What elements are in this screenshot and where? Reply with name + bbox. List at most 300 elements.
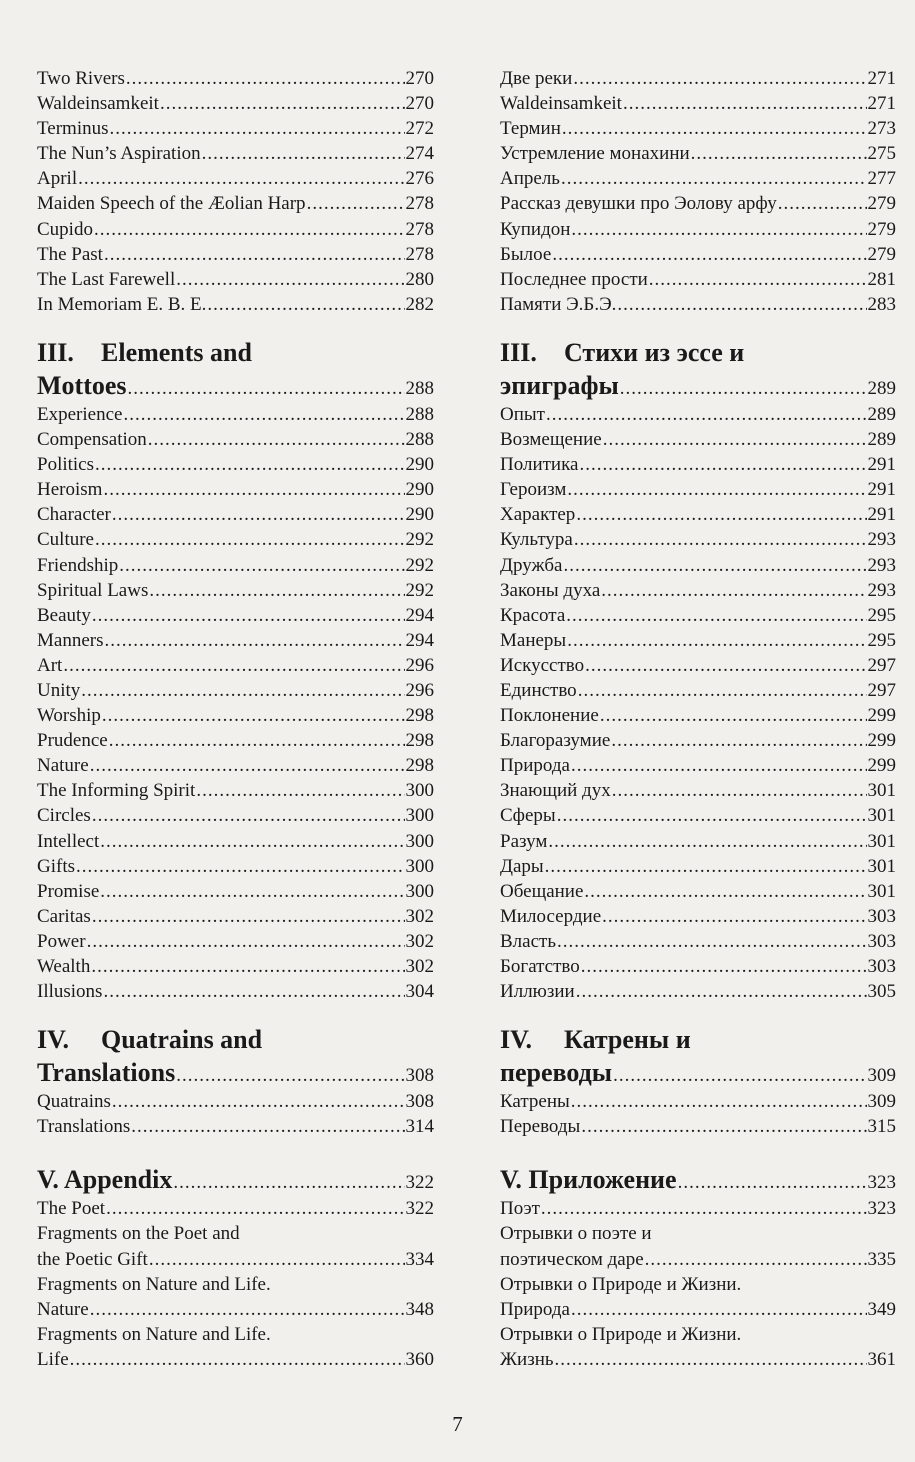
toc-entry-title: Природа bbox=[500, 755, 570, 777]
toc-entry-page: 279 bbox=[867, 243, 896, 265]
dot-leader bbox=[148, 427, 405, 452]
dot-leader bbox=[112, 1089, 405, 1114]
dot-leader bbox=[63, 653, 404, 678]
toc-entry-title: Разум bbox=[500, 830, 548, 852]
toc-entry-title: Maiden Speech of the Æolian Harp bbox=[37, 193, 306, 215]
toc-entry-page: 278 bbox=[405, 218, 434, 240]
toc-entry bbox=[500, 854, 896, 879]
toc-entry bbox=[500, 778, 896, 803]
toc-entry-line: Fragments on the Poet and bbox=[37, 1223, 240, 1245]
toc-entry bbox=[37, 829, 434, 854]
section-page: 308 bbox=[405, 1065, 434, 1087]
section-heading bbox=[37, 336, 434, 402]
toc-entry bbox=[37, 452, 434, 477]
toc-entry-title: Культура bbox=[500, 529, 573, 551]
toc-entry bbox=[37, 427, 434, 452]
dot-leader bbox=[104, 242, 405, 267]
toc-entry bbox=[37, 116, 434, 141]
dot-leader bbox=[92, 904, 405, 929]
toc-entry-title: Памяти Э.Б.Э. bbox=[500, 293, 617, 315]
toc-entry-title: Рассказ девушки про Эолову арфу bbox=[500, 193, 777, 215]
toc-entry bbox=[37, 402, 434, 427]
section-title-line1: Катрены и bbox=[564, 1025, 691, 1055]
dot-leader bbox=[160, 91, 405, 116]
dot-leader bbox=[87, 929, 405, 954]
toc-entry-title: Красота bbox=[500, 604, 566, 626]
toc-entry bbox=[37, 141, 434, 166]
toc-entry-page: 273 bbox=[867, 118, 896, 140]
toc-entry-title: Иллюзии bbox=[500, 981, 575, 1003]
section-title: V. Appendix bbox=[37, 1165, 173, 1195]
dot-leader bbox=[567, 477, 866, 502]
toc-entry-page: 289 bbox=[867, 403, 896, 425]
toc-entry-title: Сферы bbox=[500, 805, 556, 827]
toc-entry-title: Термин bbox=[500, 118, 561, 140]
toc-entry-title: Манеры bbox=[500, 629, 567, 651]
dot-leader bbox=[90, 1297, 405, 1322]
toc-entry-page: 293 bbox=[867, 529, 896, 551]
dot-leader bbox=[548, 829, 866, 854]
section-heading bbox=[500, 1023, 896, 1089]
toc-entry bbox=[37, 502, 434, 527]
dot-leader bbox=[601, 578, 866, 603]
toc-entry-page: 291 bbox=[867, 454, 896, 476]
toc-entry bbox=[500, 728, 896, 753]
toc-entry-title: Unity bbox=[37, 679, 81, 701]
dot-leader bbox=[562, 116, 867, 141]
toc-entry-title: Nature bbox=[37, 755, 89, 777]
toc-entry-title: Апрель bbox=[500, 168, 560, 190]
dot-leader bbox=[600, 703, 867, 728]
toc-group bbox=[37, 1297, 434, 1322]
toc-entry bbox=[500, 703, 896, 728]
toc-entry-title: The Informing Spirit bbox=[37, 780, 196, 802]
toc-entry-page: 292 bbox=[405, 529, 434, 551]
toc-entry-page: 290 bbox=[405, 479, 434, 501]
toc-entry bbox=[37, 854, 434, 879]
toc-entry-page: 323 bbox=[867, 1198, 896, 1220]
toc-entry-page: 322 bbox=[405, 1198, 434, 1220]
toc-entry bbox=[37, 979, 434, 1004]
dot-leader bbox=[603, 427, 867, 452]
toc-entry bbox=[37, 753, 434, 778]
dot-leader bbox=[584, 879, 866, 904]
dot-leader bbox=[579, 452, 866, 477]
section-numeral: IV. bbox=[500, 1025, 533, 1055]
toc-entry bbox=[37, 728, 434, 753]
dot-leader bbox=[81, 678, 404, 703]
toc-group bbox=[37, 1196, 434, 1221]
toc-entry-title: Two Rivers bbox=[37, 68, 125, 89]
toc-entry bbox=[37, 292, 434, 317]
dot-leader bbox=[102, 703, 405, 728]
toc-entry-page: 360 bbox=[405, 1348, 434, 1370]
toc-entry-title: Героизм bbox=[500, 479, 567, 501]
toc-entry bbox=[500, 929, 896, 954]
section-page: 288 bbox=[405, 377, 434, 399]
dot-leader bbox=[567, 628, 866, 653]
toc-entry-page: 308 bbox=[405, 1091, 434, 1113]
dot-leader bbox=[573, 66, 866, 91]
toc-entry-page: 299 bbox=[867, 705, 896, 727]
toc-entry-page: 276 bbox=[405, 168, 434, 190]
dot-leader bbox=[563, 553, 866, 578]
toc-entry bbox=[500, 678, 896, 703]
toc-entry bbox=[500, 829, 896, 854]
section-page: 309 bbox=[867, 1065, 896, 1087]
toc-entry-page: 291 bbox=[867, 504, 896, 526]
toc-entry bbox=[37, 803, 434, 828]
dot-leader bbox=[109, 728, 405, 753]
toc-entry-title: Manners bbox=[37, 629, 104, 651]
toc-entry-page: 300 bbox=[405, 780, 434, 802]
dot-leader bbox=[552, 242, 866, 267]
toc-entry-page: 275 bbox=[867, 143, 896, 165]
dot-leader bbox=[202, 141, 405, 166]
toc-entry-title: Beauty bbox=[37, 604, 91, 626]
dot-leader bbox=[76, 854, 405, 879]
dot-leader bbox=[546, 402, 867, 427]
toc-entry-title: Возмещение bbox=[500, 429, 602, 451]
toc-entry bbox=[500, 879, 896, 904]
dot-leader bbox=[541, 1196, 867, 1221]
toc-entry bbox=[500, 402, 896, 427]
dot-leader bbox=[571, 753, 867, 778]
toc-entry-page: 279 bbox=[867, 218, 896, 240]
dot-leader bbox=[207, 292, 404, 317]
toc-entry bbox=[37, 578, 434, 603]
toc-entry-page: 293 bbox=[867, 554, 896, 576]
toc-entry bbox=[37, 929, 434, 954]
dot-leader bbox=[149, 1247, 405, 1272]
toc-entry-page: 272 bbox=[405, 118, 434, 140]
section-page: 323 bbox=[867, 1172, 896, 1194]
section-title-line2: переводы bbox=[500, 1058, 613, 1088]
toc-entry-page: 334 bbox=[405, 1248, 434, 1270]
dot-leader bbox=[576, 502, 866, 527]
dot-leader bbox=[119, 553, 404, 578]
dot-leader bbox=[92, 803, 405, 828]
dot-leader bbox=[176, 267, 404, 292]
toc-entry-page: 288 bbox=[405, 429, 434, 451]
toc-entry-page: 348 bbox=[405, 1298, 434, 1320]
toc-entry-page: 309 bbox=[867, 1091, 896, 1113]
toc-entry-title: Знающий дух bbox=[500, 780, 611, 802]
toc-entry bbox=[37, 527, 434, 552]
toc-entry-page: 299 bbox=[867, 755, 896, 777]
dot-leader bbox=[611, 728, 866, 753]
toc-entry-page: 349 bbox=[867, 1298, 896, 1320]
toc-entry bbox=[37, 703, 434, 728]
toc-entry-page: 305 bbox=[867, 981, 896, 1003]
toc-entry-title: Милосердие bbox=[500, 905, 602, 927]
toc-entry-page: 283 bbox=[867, 293, 896, 315]
dot-leader bbox=[571, 1297, 867, 1322]
toc-entry bbox=[500, 91, 896, 116]
toc-entry bbox=[500, 1247, 896, 1272]
toc-entry-page: 314 bbox=[405, 1116, 434, 1138]
toc-entry-title: Катрены bbox=[500, 1091, 570, 1113]
dot-leader bbox=[307, 191, 405, 216]
toc-entry bbox=[500, 116, 896, 141]
dot-leader bbox=[571, 1089, 867, 1114]
toc-entry-page: 292 bbox=[405, 554, 434, 576]
toc-entry-title: Illusions bbox=[37, 981, 103, 1003]
dot-leader bbox=[649, 267, 867, 292]
toc-entry-page: 302 bbox=[405, 930, 434, 952]
toc-group bbox=[37, 1089, 434, 1139]
toc-entry-page: 302 bbox=[405, 956, 434, 977]
toc-entry-title: Spiritual Laws bbox=[37, 579, 149, 601]
dot-leader bbox=[585, 653, 866, 678]
toc-entry-page: 277 bbox=[867, 168, 896, 190]
toc-entry-title: Благоразумие bbox=[500, 730, 611, 752]
toc-entry bbox=[500, 477, 896, 502]
dot-leader bbox=[149, 578, 404, 603]
toc-entry bbox=[37, 1297, 434, 1322]
dot-leader bbox=[100, 879, 404, 904]
toc-entry bbox=[37, 778, 434, 803]
dot-leader bbox=[126, 66, 405, 91]
toc-entry bbox=[37, 954, 434, 979]
dot-leader bbox=[110, 116, 405, 141]
toc-entry-page: 297 bbox=[867, 679, 896, 701]
toc-entry-title: Culture bbox=[37, 529, 94, 551]
toc-entry bbox=[37, 904, 434, 929]
dot-leader bbox=[645, 1247, 867, 1272]
toc-group bbox=[500, 1297, 896, 1322]
toc-entry bbox=[500, 527, 896, 552]
dot-leader bbox=[104, 628, 404, 653]
toc-entry bbox=[37, 1089, 434, 1114]
section-page: 289 bbox=[867, 377, 896, 399]
toc-entry bbox=[500, 66, 896, 91]
dot-leader bbox=[557, 803, 867, 828]
toc-entry bbox=[37, 1196, 434, 1221]
toc-group bbox=[37, 1247, 434, 1272]
toc-entry-title: Искусство bbox=[500, 654, 585, 676]
toc-entry-page: 303 bbox=[867, 905, 896, 927]
toc-entry-title: поэтическом даре bbox=[500, 1248, 644, 1270]
toc-entry bbox=[37, 653, 434, 678]
dot-leader bbox=[691, 141, 867, 166]
toc-entry-page: 300 bbox=[405, 805, 434, 827]
dot-leader bbox=[100, 829, 404, 854]
toc-entry bbox=[37, 217, 434, 242]
dot-leader bbox=[78, 166, 404, 191]
section-numeral: III. bbox=[500, 337, 537, 367]
toc-entry bbox=[500, 141, 896, 166]
toc-entry-title: Intellect bbox=[37, 830, 100, 852]
dot-leader bbox=[70, 1347, 405, 1372]
toc-entry bbox=[37, 191, 434, 216]
toc-entry bbox=[37, 1114, 434, 1139]
toc-group bbox=[500, 66, 896, 317]
toc-entry-title: Terminus bbox=[37, 118, 109, 140]
toc-entry-title: Life bbox=[37, 1348, 69, 1370]
section-title-line1: Quatrains and bbox=[101, 1025, 263, 1055]
toc-entry bbox=[500, 1347, 896, 1372]
toc-entry-page: 294 bbox=[405, 629, 434, 651]
toc-entry bbox=[500, 217, 896, 242]
toc-entry-title: Compensation bbox=[37, 429, 147, 451]
toc-entry-page: 302 bbox=[405, 905, 434, 927]
toc-entry-title: Experience bbox=[37, 403, 123, 425]
toc-entry-title: Переводы bbox=[500, 1116, 581, 1138]
toc-group bbox=[37, 66, 434, 317]
toc-entry-title: In Memoriam E. B. E. bbox=[37, 293, 207, 315]
toc-entry-page: 299 bbox=[867, 730, 896, 752]
dot-leader bbox=[106, 1196, 404, 1221]
toc-entry bbox=[37, 1347, 434, 1372]
toc-entry-line: Fragments on Nature and Life. bbox=[37, 1323, 271, 1345]
toc-entry-title: Власть bbox=[500, 930, 556, 952]
toc-group bbox=[500, 1089, 896, 1139]
dot-leader bbox=[623, 91, 867, 116]
toc-entry-title: Waldeinsamkeit bbox=[500, 93, 622, 115]
toc-entry bbox=[37, 879, 434, 904]
toc-entry bbox=[500, 502, 896, 527]
toc-entry-title: The Past bbox=[37, 243, 103, 265]
toc-entry-title: Природа bbox=[500, 1298, 570, 1320]
toc-entry-title: the Poetic Gift bbox=[37, 1248, 148, 1270]
toc-entry bbox=[37, 242, 434, 267]
toc-entry bbox=[500, 578, 896, 603]
toc-group bbox=[37, 402, 434, 1004]
toc-entry-title: Характер bbox=[500, 504, 576, 526]
toc-entry-page: 292 bbox=[405, 579, 434, 601]
toc-entry-title: Worship bbox=[37, 705, 101, 727]
toc-entry-page: 295 bbox=[867, 629, 896, 651]
toc-entry-title: Политика bbox=[500, 454, 579, 476]
toc-group bbox=[500, 1347, 896, 1372]
toc-entry bbox=[37, 603, 434, 628]
toc-entry-page: 300 bbox=[405, 830, 434, 852]
toc-entry bbox=[500, 191, 896, 216]
dot-leader bbox=[578, 678, 867, 703]
toc-entry-page: 303 bbox=[867, 956, 896, 977]
toc-entry bbox=[500, 242, 896, 267]
toc-entry bbox=[500, 753, 896, 778]
toc-entry-page: 296 bbox=[405, 654, 434, 676]
toc-entry-line: Отрывки о поэте и bbox=[500, 1223, 652, 1245]
toc-entry-page: 281 bbox=[867, 268, 896, 290]
toc-entry-page: 290 bbox=[405, 504, 434, 526]
dot-leader bbox=[571, 217, 866, 242]
toc-entry-title: Дары bbox=[500, 855, 544, 877]
section-numeral: III. bbox=[37, 337, 74, 367]
toc-entry-title: Две реки bbox=[500, 68, 573, 89]
toc-entry-page: 278 bbox=[405, 193, 434, 215]
section-page: 322 bbox=[405, 1172, 434, 1194]
toc-entry bbox=[500, 1297, 896, 1322]
dot-leader bbox=[566, 603, 866, 628]
toc-entry-title: Circles bbox=[37, 805, 91, 827]
dot-leader bbox=[545, 854, 867, 879]
toc-entry-page: 278 bbox=[405, 243, 434, 265]
section-title-line2: Mottoes bbox=[37, 370, 127, 400]
toc-entry bbox=[500, 553, 896, 578]
section-title: V. Приложение bbox=[500, 1165, 677, 1195]
toc-entry-title: Gifts bbox=[37, 855, 75, 877]
dot-leader bbox=[91, 954, 404, 979]
toc-entry-page: 298 bbox=[405, 705, 434, 727]
toc-entry-line: Fragments on Nature and Life. bbox=[37, 1273, 271, 1295]
dot-leader bbox=[581, 954, 867, 979]
toc-entry bbox=[37, 267, 434, 292]
toc-entry bbox=[500, 904, 896, 929]
toc-entry-page: 290 bbox=[405, 454, 434, 476]
dot-leader bbox=[778, 191, 867, 216]
toc-entry-title: Politics bbox=[37, 454, 95, 476]
toc-entry bbox=[500, 1196, 896, 1221]
toc-entry-page: 293 bbox=[867, 579, 896, 601]
toc-entry-title: Prudence bbox=[37, 730, 108, 752]
section-title-line1: Стихи из эссе и bbox=[564, 337, 745, 367]
dot-leader bbox=[561, 166, 867, 191]
toc-entry-line: Отрывки о Природе и Жизни. bbox=[500, 1273, 742, 1295]
dot-leader bbox=[103, 477, 404, 502]
toc-entry bbox=[500, 452, 896, 477]
toc-entry-title: Power bbox=[37, 930, 86, 952]
toc-entry-title: Богатство bbox=[500, 956, 580, 977]
toc-entry-page: 288 bbox=[405, 403, 434, 425]
toc-entry bbox=[37, 1247, 434, 1272]
toc-entry-title: Translations bbox=[37, 1116, 131, 1138]
toc-entry-page: 301 bbox=[867, 855, 896, 877]
toc-entry-title: Art bbox=[37, 654, 63, 676]
toc-entry bbox=[500, 292, 896, 317]
toc-entry bbox=[500, 267, 896, 292]
toc-entry-page: 361 bbox=[867, 1348, 896, 1370]
toc-entry-page: 291 bbox=[867, 479, 896, 501]
toc-entry-page: 298 bbox=[405, 730, 434, 752]
toc-entry-title: Опыт bbox=[500, 403, 545, 425]
toc-entry bbox=[500, 1114, 896, 1139]
toc-entry-page: 297 bbox=[867, 654, 896, 676]
dot-leader bbox=[581, 1114, 866, 1139]
toc-entry-line: Отрывки о Природе и Жизни. bbox=[500, 1323, 742, 1345]
toc-entry-page: 274 bbox=[405, 143, 434, 165]
page-number: 7 bbox=[452, 1412, 463, 1436]
section-numeral: IV. bbox=[37, 1025, 70, 1055]
toc-entry-title: The Last Farewell bbox=[37, 268, 176, 290]
toc-group bbox=[37, 1347, 434, 1372]
dot-leader bbox=[557, 929, 867, 954]
toc-entry-title: Character bbox=[37, 504, 111, 526]
dot-leader bbox=[95, 452, 404, 477]
toc-entry bbox=[37, 66, 434, 91]
dot-leader bbox=[94, 217, 405, 242]
toc-entry-page: 298 bbox=[405, 755, 434, 777]
toc-entry-page: 335 bbox=[867, 1248, 896, 1270]
toc-entry-title: Жизнь bbox=[500, 1348, 554, 1370]
toc-entry bbox=[500, 653, 896, 678]
toc-entry-title: Купидон bbox=[500, 218, 571, 240]
toc-entry-page: 294 bbox=[405, 604, 434, 626]
toc-entry-title: Последнее прости bbox=[500, 268, 648, 290]
toc-entry-title: Waldeinsamkeit bbox=[37, 93, 159, 115]
section-title-line1: Elements and bbox=[101, 337, 252, 367]
section-heading bbox=[37, 1023, 434, 1089]
toc-entry-page: 301 bbox=[867, 780, 896, 802]
toc-entry-title: Былое bbox=[500, 243, 552, 265]
dot-leader bbox=[574, 527, 867, 552]
toc-entry bbox=[500, 1089, 896, 1114]
dot-leader bbox=[112, 502, 405, 527]
toc-entry-page: 282 bbox=[405, 293, 434, 315]
dot-leader bbox=[555, 1347, 867, 1372]
